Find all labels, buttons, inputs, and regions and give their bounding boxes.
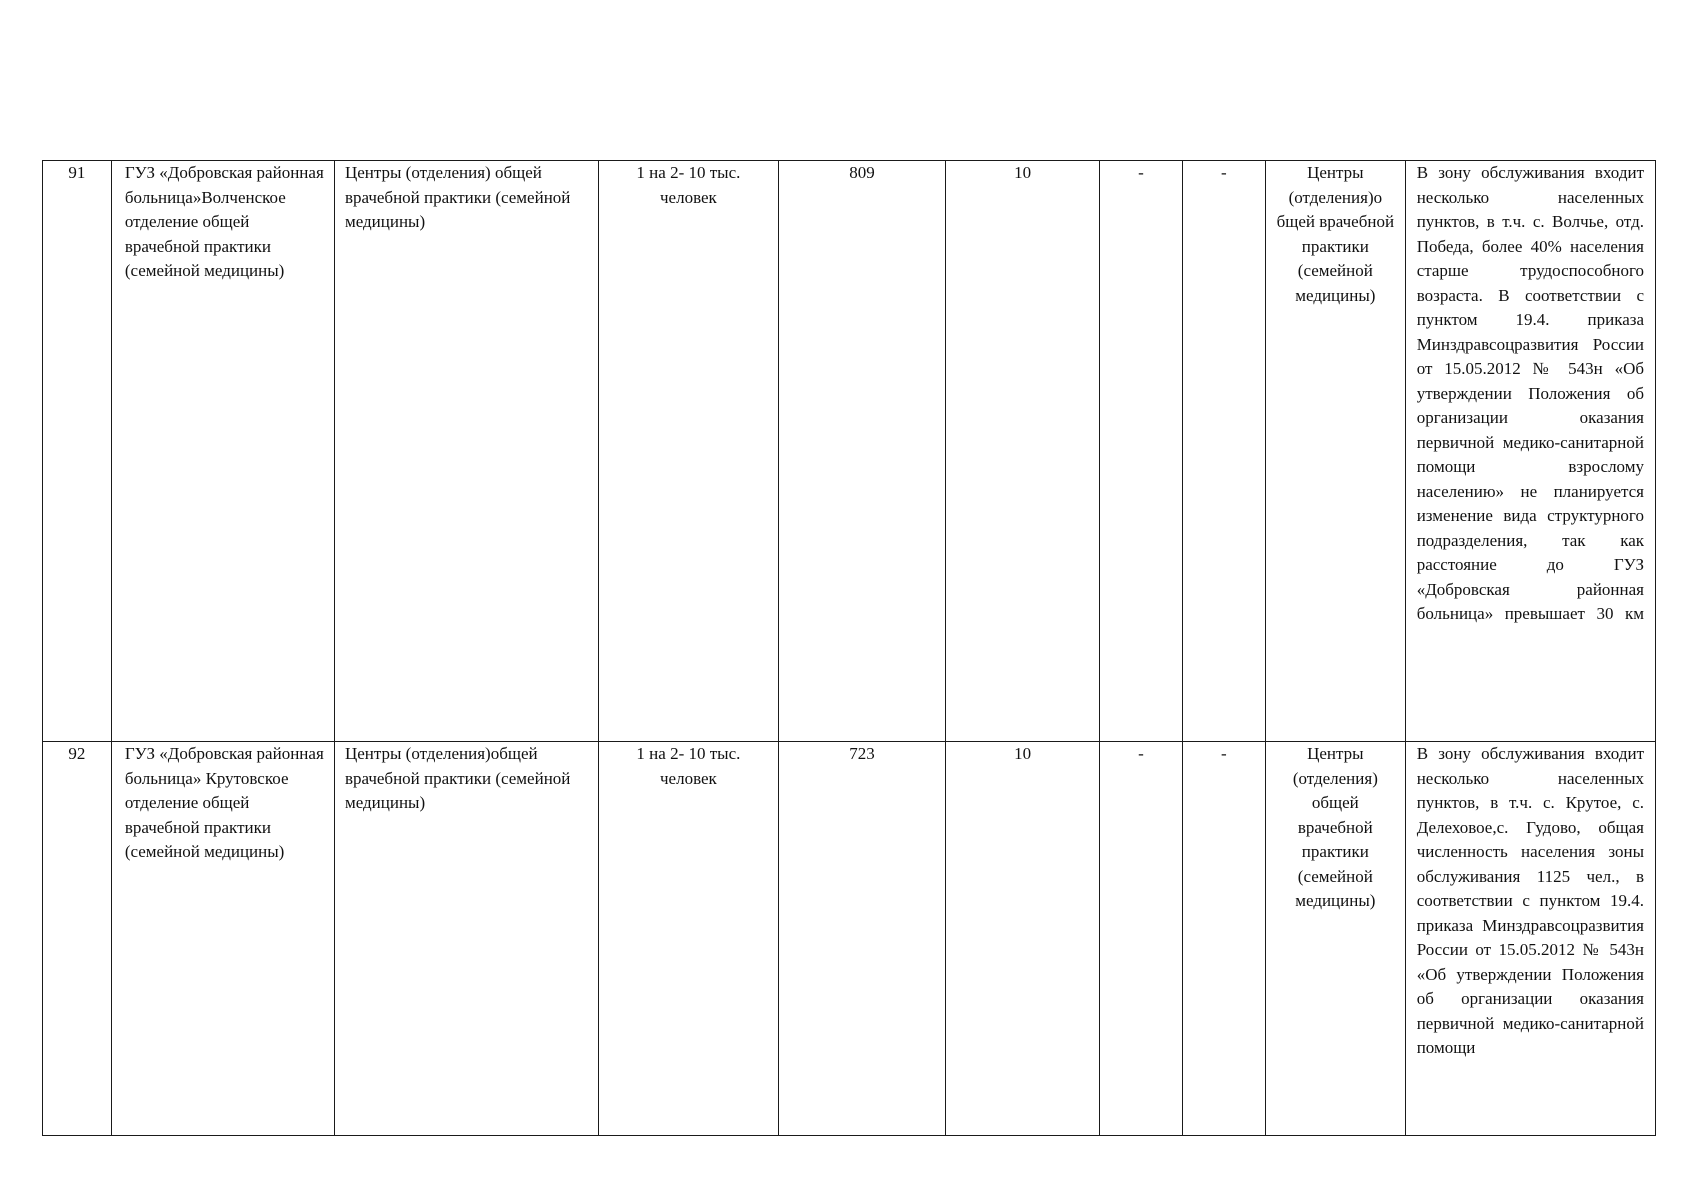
unit-type-cell: Центры (отделения) общей врачебной практики (семейной медицины) (334, 161, 598, 742)
population-cell: 809 (779, 161, 946, 742)
table-row (43, 161, 1656, 742)
population-cell: 723 (779, 742, 946, 1136)
column-8-cell: - (1182, 161, 1265, 742)
organization-cell: ГУЗ «Добровская районная больница»Волченское отделение общей врачебной практики (семейной медицины) (111, 161, 334, 742)
staff-cell: 10 (945, 161, 1099, 742)
staff-cell: 10 (945, 742, 1099, 1136)
organization-cell: ГУЗ «Добровская районная больница» Крутовское отделение общей врачебной практики (семейной медицины) (111, 742, 334, 1136)
note-cell: В зону обслуживания входит несколько населенных пунктов, в т.ч. с. Крутое, с. Делеховое,с. Гудово, общая численность населения зоны обслуживания 1125 чел., в соответствии с пунктом 19.4. приказа Минздравсоцразвития России от 15.05.2012 № 543н «Об утверждении Положения об организации оказания первичной медико-санитарной помощи (1405, 742, 1655, 1136)
table-row (43, 742, 1656, 1136)
new-unit-type-cell: Центры (отделения) общей врачебной практики (семейной медицины) (1265, 742, 1405, 1136)
row-number-cell: 91 (43, 161, 112, 742)
column-7-cell: - (1100, 161, 1182, 742)
new-unit-type-cell: Центры (отделения)о бщей врачебной практики (семейной медицины) (1265, 161, 1405, 742)
row-number-cell: 92 (43, 742, 112, 1136)
unit-type-cell: Центры (отделения)общей врачебной практики (семейной медицины) (334, 742, 598, 1136)
norm-cell: 1 на 2- 10 тыс. человек (598, 161, 778, 742)
note-cell: В зону обслуживания входит несколько населенных пунктов, в т.ч. с. Волчье, отд. Победа, более 40% населения старше трудоспособного возраста. В соответствии с пунктом 19.4. приказа Минздравсоцразвития России от 15.05.2012 № 543н «Об утверждении Положения об организации оказания первичной медико-санитарной помощи взрослому населению» не планируется изменение вида структурного подразделения, так как расстояние до ГУЗ «Добровская районная больница» превышает 30 км (1405, 161, 1655, 742)
norm-cell: 1 на 2- 10 тыс. человек (598, 742, 778, 1136)
column-8-cell: - (1182, 742, 1265, 1136)
document-table (42, 160, 1656, 1136)
column-7-cell: - (1100, 742, 1182, 1136)
